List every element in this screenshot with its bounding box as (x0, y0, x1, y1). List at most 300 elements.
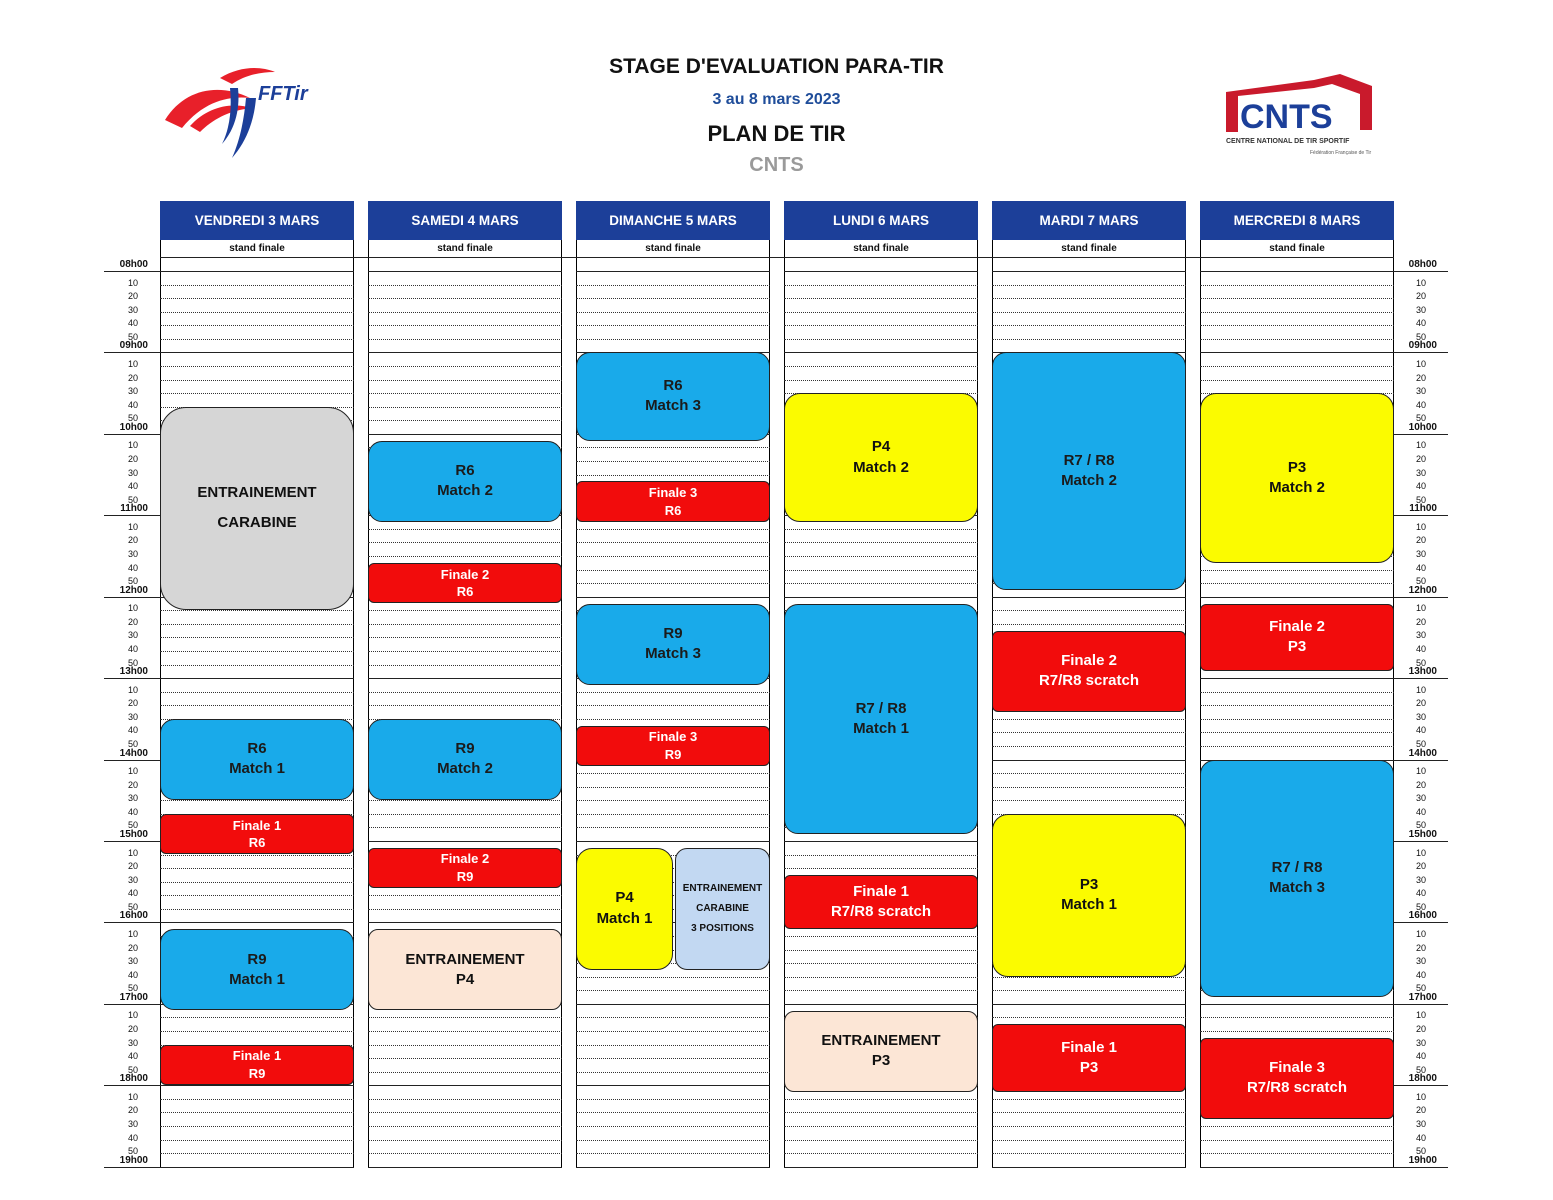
minute-label: 30 (127, 711, 138, 722)
event-label: ENTRAINEMENT (405, 950, 525, 968)
axis-tick-hour (1394, 1004, 1448, 1005)
grid-line-minute (784, 529, 978, 530)
schedule-event[interactable] (368, 441, 562, 522)
grid-line-minute (368, 339, 562, 340)
axis-tick-hour (104, 352, 160, 353)
minute-label: 20 (1415, 942, 1426, 953)
schedule-event[interactable] (992, 1024, 1186, 1092)
grid-line-hour (368, 352, 562, 353)
grid-line-minute (992, 1017, 1186, 1018)
schedule-event[interactable] (368, 848, 562, 889)
event-label: 3 POSITIONS (691, 922, 754, 934)
hour-label: 18h00 (1408, 1073, 1437, 1085)
schedule-event[interactable] (784, 604, 978, 835)
minute-label: 40 (1415, 969, 1426, 980)
minute-label: 20 (127, 291, 138, 302)
axis-tick-hour (104, 434, 160, 435)
event-label: R7/R8 scratch (1038, 672, 1140, 690)
grid-line-minute (784, 868, 978, 869)
grid-line-minute (784, 556, 978, 557)
grid-line-minute (576, 1153, 770, 1154)
grid-line-hour (992, 760, 1186, 761)
grid-line-minute (160, 637, 354, 638)
minute-label: 40 (127, 562, 138, 573)
minute-label: 40 (127, 725, 138, 736)
axis-tick-hour (1394, 352, 1448, 353)
minute-label: 40 (127, 969, 138, 980)
schedule-event[interactable] (576, 352, 770, 440)
grid-line-minute (992, 339, 1186, 340)
axis-tick-hour (1394, 271, 1448, 272)
schedule-event[interactable] (160, 814, 354, 855)
hour-label: 15h00 (1408, 828, 1437, 840)
hour-label: 13h00 (1408, 666, 1437, 678)
grid-line-hour (784, 1167, 978, 1168)
minute-label: 50 (127, 331, 138, 342)
grid-line-minute (368, 665, 562, 666)
schedule-event[interactable] (1200, 393, 1394, 563)
grid-line-minute (784, 325, 978, 326)
grid-line-minute (368, 1112, 562, 1113)
minute-label: 20 (1415, 779, 1426, 790)
grid-line-minute (1200, 583, 1394, 584)
minute-label: 10 (127, 603, 138, 614)
grid-line-minute (576, 800, 770, 801)
grid-line-minute (368, 651, 562, 652)
minute-label: 50 (127, 983, 138, 994)
minute-label: 40 (1415, 318, 1426, 329)
event-label: R6 (456, 584, 474, 600)
grid-line-minute (784, 963, 978, 964)
schedule-event[interactable] (992, 352, 1186, 590)
hour-label: 17h00 (1408, 991, 1437, 1003)
event-label: CARABINE (217, 514, 297, 532)
minute-label: 10 (1415, 684, 1426, 695)
schedule-event[interactable] (1200, 760, 1394, 998)
schedule-event[interactable] (160, 929, 354, 1010)
axis-tick-hour (104, 760, 160, 761)
grid-line-hour (1200, 352, 1394, 353)
grid-line-minute (368, 909, 562, 910)
grid-line-minute (160, 1112, 354, 1113)
schedule-event[interactable] (576, 604, 770, 685)
event-label: P3 (1287, 638, 1307, 656)
event-label: Finale 1 (1061, 1038, 1117, 1056)
stand-label: stand finale (853, 243, 909, 254)
day-header: VENDREDI 3 MARS (160, 201, 354, 240)
minute-label: 50 (1415, 983, 1426, 994)
minute-label: 40 (1415, 806, 1426, 817)
grid-line-hour (784, 1004, 978, 1005)
minute-label: 50 (127, 1146, 138, 1156)
axis-tick-hour (1394, 1167, 1448, 1168)
grid-line-minute (160, 1017, 354, 1018)
schedule-event[interactable] (576, 481, 770, 522)
grid-line-minute (160, 882, 354, 883)
minute-label: 30 (127, 1118, 138, 1129)
grid-line-minute (1200, 570, 1394, 571)
grid-line-minute (160, 312, 354, 313)
minute-label: 20 (127, 698, 138, 709)
grid-line-minute (368, 529, 562, 530)
event-label: Finale 3 (648, 729, 698, 745)
grid-line-minute (576, 461, 770, 462)
grid-line-hour (368, 271, 562, 272)
grid-line-minute (160, 705, 354, 706)
grid-line-hour (992, 1167, 1186, 1168)
grid-line-minute (160, 855, 354, 856)
event-label: Finale 3 (1269, 1059, 1325, 1077)
hour-label: 16h00 (1408, 910, 1437, 922)
axis-tick-hour (104, 1004, 160, 1005)
grid-line-minute (368, 800, 562, 801)
axis-tick-hour (1394, 678, 1448, 679)
grid-line-minute (368, 325, 562, 326)
axis-tick-hour (104, 515, 160, 516)
minute-label: 10 (1415, 1091, 1426, 1102)
event-label: Finale 2 (1061, 652, 1117, 670)
hour-label: 14h00 (1408, 747, 1437, 759)
axis-tick-hour (104, 271, 160, 272)
minute-label: 10 (1415, 928, 1426, 939)
grid-line-hour (784, 271, 978, 272)
grid-line-minute (576, 787, 770, 788)
grid-line-minute (160, 1031, 354, 1032)
grid-line-minute (992, 787, 1186, 788)
minute-label: 20 (127, 454, 138, 464)
grid-line-hour (368, 1167, 562, 1168)
grid-line-minute (784, 1126, 978, 1127)
stand-label: stand finale (1269, 243, 1325, 254)
grid-line-minute (1200, 719, 1394, 720)
hour-label: 17h00 (119, 991, 148, 1003)
minute-label: 40 (1415, 888, 1426, 899)
hour-label: 13h00 (119, 666, 148, 678)
grid-line-minute (1200, 1031, 1394, 1032)
schedule-event[interactable] (576, 726, 770, 767)
grid-line-minute (1200, 1017, 1394, 1018)
event-label: R6 (455, 462, 475, 480)
grid-line-minute (576, 705, 770, 706)
event-label: R9 (248, 1065, 266, 1081)
grid-line-minute (368, 393, 562, 394)
event-label: P3 (1287, 458, 1307, 476)
grid-line-minute (1200, 692, 1394, 693)
grid-line-minute (784, 1112, 978, 1113)
date-range: 3 au 8 mars 2023 (712, 91, 841, 108)
minute-label: 50 (1415, 901, 1426, 912)
minute-label: 40 (127, 399, 138, 410)
hour-label: 08h00 (119, 259, 148, 270)
grid-line-minute (576, 1072, 770, 1073)
grid-line-minute (992, 285, 1186, 286)
minute-label: 20 (1415, 372, 1426, 383)
grid-line-hour (160, 352, 354, 353)
grid-line-minute (576, 1031, 770, 1032)
grid-line-minute (784, 1099, 978, 1100)
minute-label: 20 (127, 1023, 138, 1034)
minute-label: 40 (1415, 1051, 1426, 1062)
schedule-event[interactable] (784, 875, 978, 929)
schedule-event[interactable] (992, 814, 1186, 977)
event-label: CARABINE (696, 902, 749, 914)
grid-line-minute (1200, 1153, 1394, 1154)
event-label: ENTRAINEMENT (821, 1032, 941, 1050)
axis-tick-hour (104, 841, 160, 842)
minute-label: 10 (1415, 440, 1426, 451)
grid-line-minute (784, 366, 978, 367)
minute-label: 20 (127, 779, 138, 790)
grid-line-minute (784, 1140, 978, 1141)
axis-tick-hour (1394, 515, 1448, 516)
minute-label: 40 (1415, 562, 1426, 573)
venue-name: CNTS (749, 154, 804, 176)
grid-line-minute (368, 298, 562, 299)
grid-line-minute (160, 1126, 354, 1127)
grid-line-hour (576, 1085, 770, 1086)
hour-label: 16h00 (119, 910, 148, 922)
grid-line-minute (1200, 380, 1394, 381)
grid-line-hour (160, 922, 354, 923)
schedule-event[interactable] (784, 1011, 978, 1092)
minute-label: 30 (1415, 304, 1426, 315)
day-header: LUNDI 6 MARS (784, 201, 978, 240)
grid-line-minute (1200, 1140, 1394, 1141)
grid-line-hour (576, 1167, 770, 1168)
grid-line-minute (368, 1045, 562, 1046)
minute-label: 40 (1415, 644, 1426, 654)
minute-label: 50 (1415, 494, 1426, 505)
event-label: Match 2 (437, 482, 493, 500)
day-header: MERCREDI 8 MARS (1200, 201, 1394, 240)
grid-line-minute (368, 1058, 562, 1059)
grid-line-hour (160, 271, 354, 272)
schedule-event[interactable] (160, 1045, 354, 1086)
minute-label: 30 (127, 1037, 138, 1048)
axis-tick-hour (1394, 434, 1448, 435)
cnts-logo-subtitle: CENTRE NATIONAL DE TIR SPORTIF (1226, 138, 1350, 145)
minute-label: 50 (127, 576, 138, 587)
minute-label: 40 (127, 888, 138, 899)
minute-label: 10 (127, 684, 138, 695)
grid-line-minute (992, 325, 1186, 326)
minute-label: 50 (127, 657, 138, 668)
minute-label: 20 (1415, 616, 1426, 627)
event-label: Match 2 (1269, 478, 1325, 496)
event-label: Match 3 (1269, 879, 1325, 897)
grid-line-minute (368, 380, 562, 381)
day-header: DIMANCHE 5 MARS (576, 201, 770, 240)
event-label: P3 (1079, 875, 1099, 893)
schedule-event[interactable] (992, 631, 1186, 712)
grid-line-hour (576, 597, 770, 598)
minute-label: 50 (1415, 657, 1426, 668)
grid-line-minute (784, 339, 978, 340)
grid-line-minute (160, 339, 354, 340)
minute-label: 20 (127, 616, 138, 627)
hour-label: 19h00 (1408, 1154, 1437, 1166)
grid-line-minute (368, 1031, 562, 1032)
hour-label: 09h00 (1408, 340, 1437, 352)
minute-label: 30 (127, 467, 138, 478)
event-label: R9 (664, 746, 682, 762)
event-label: R7 / R8 (1063, 451, 1115, 469)
event-label: Match 3 (645, 397, 701, 415)
minute-label: 30 (1415, 467, 1426, 478)
minute-label: 30 (127, 304, 138, 315)
hour-label: 11h00 (120, 503, 148, 515)
schedule-event[interactable] (160, 719, 354, 800)
grid-line-minute (576, 312, 770, 313)
minute-label: 20 (1415, 454, 1426, 464)
event-label: Match 1 (853, 719, 909, 737)
grid-line-hour (784, 352, 978, 353)
hour-label: 18h00 (119, 1073, 148, 1085)
schedule-event[interactable] (368, 719, 562, 800)
schedule-event[interactable] (1200, 604, 1394, 672)
grid-line-hour (1200, 271, 1394, 272)
grid-line-hour (368, 678, 562, 679)
minute-label: 50 (127, 739, 138, 749)
event-label: R7/R8 scratch (1246, 1079, 1348, 1097)
grid-line-minute (576, 542, 770, 543)
schedule-event[interactable] (1200, 1038, 1394, 1119)
grid-line-hour (784, 597, 978, 598)
event-label: R6 (248, 835, 266, 851)
minute-label: 10 (127, 928, 138, 939)
event-label: ENTRAINEMENT (682, 882, 763, 894)
grid-line-minute (368, 1126, 562, 1127)
grid-line-minute (160, 868, 354, 869)
grid-line-minute (368, 692, 562, 693)
minute-label: 20 (1415, 1105, 1426, 1116)
grid-line-minute (784, 950, 978, 951)
schedule-event[interactable] (784, 393, 978, 522)
event-label: R9 (455, 740, 475, 758)
grid-line-minute (784, 285, 978, 286)
minute-label: 10 (1415, 847, 1426, 858)
schedule-event[interactable] (675, 848, 770, 970)
grid-line-minute (160, 651, 354, 652)
event-label: Match 3 (645, 645, 701, 663)
grid-line-minute (160, 325, 354, 326)
grid-line-hour (576, 271, 770, 272)
minute-label: 10 (127, 1091, 138, 1102)
grid-line-minute (992, 800, 1186, 801)
grid-line-minute (576, 556, 770, 557)
event-label: P4 (455, 970, 475, 988)
minute-label: 10 (1415, 521, 1426, 532)
grid-line-hour (1200, 597, 1394, 598)
day-header: SAMEDI 4 MARS (368, 201, 562, 240)
grid-line-minute (368, 705, 562, 706)
event-label: R7 / R8 (1271, 859, 1323, 876)
grid-line-hour (368, 922, 562, 923)
grid-line-minute (368, 610, 562, 611)
minute-label: 10 (127, 277, 138, 288)
grid-line-hour (784, 841, 978, 842)
hour-label: 15h00 (119, 828, 148, 840)
grid-line-minute (576, 1017, 770, 1018)
schedule-event[interactable] (576, 848, 673, 970)
event-label: P4 (871, 438, 891, 456)
event-label: Finale 3 (648, 485, 698, 501)
minute-label: 50 (127, 901, 138, 912)
schedule-event[interactable] (368, 929, 562, 1010)
grid-line-hour (576, 1004, 770, 1005)
minute-label: 10 (127, 521, 138, 532)
grid-line-hour (160, 1085, 354, 1086)
minute-label: 50 (1415, 576, 1426, 587)
minute-label: 10 (127, 359, 138, 369)
grid-line-hour (368, 1085, 562, 1086)
hour-label: 10h00 (119, 421, 148, 433)
minute-label: 10 (1415, 1010, 1426, 1021)
grid-line-minute (576, 990, 770, 991)
minute-label: 30 (1415, 793, 1426, 804)
grid-line-minute (784, 312, 978, 313)
grid-line-minute (992, 312, 1186, 313)
minute-label: 40 (127, 1132, 138, 1143)
grid-line-minute (784, 977, 978, 978)
grid-line-minute (160, 909, 354, 910)
grid-line-minute (368, 1017, 562, 1018)
minute-label: 50 (127, 820, 138, 831)
minute-label: 10 (127, 440, 138, 451)
grid-line-minute (1200, 298, 1394, 299)
hour-label: 19h00 (119, 1154, 148, 1166)
minute-label: 50 (1415, 1064, 1426, 1075)
grid-line-minute (160, 665, 354, 666)
grid-line-minute (160, 624, 354, 625)
event-label: R9 (456, 869, 474, 885)
grid-line-minute (576, 773, 770, 774)
grid-line-minute (368, 1099, 562, 1100)
grid-line-hour (992, 271, 1186, 272)
hour-label: 09h00 (119, 340, 148, 352)
grid-line-minute (1200, 1126, 1394, 1127)
minute-label: 30 (127, 793, 138, 804)
event-label: Match 1 (596, 909, 653, 927)
hour-label: 14h00 (119, 747, 148, 759)
minute-label: 40 (127, 806, 138, 817)
grid-line-minute (160, 285, 354, 286)
event-label: R9 (663, 624, 683, 642)
grid-line-minute (576, 814, 770, 815)
grid-line-minute (784, 542, 978, 543)
event-label: Finale 2 (440, 566, 490, 582)
minute-label: 50 (1415, 413, 1426, 424)
minute-label: 30 (1415, 1037, 1426, 1048)
grid-line-minute (368, 1072, 562, 1073)
event-label: Finale 1 (232, 817, 282, 833)
schedule-event[interactable] (160, 407, 354, 611)
event-label: R9 (247, 950, 267, 968)
axis-tick-hour (1394, 597, 1448, 598)
cnts-logo-federation: Fédération Française de Tir (1310, 150, 1372, 156)
grid-line-minute (1200, 285, 1394, 286)
minute-label: 40 (1415, 399, 1426, 410)
grid-line-minute (576, 1112, 770, 1113)
minute-label: 30 (1415, 956, 1426, 967)
grid-line-hour (1200, 1167, 1394, 1168)
schedule-event[interactable] (368, 563, 562, 604)
minute-label: 50 (127, 413, 138, 424)
grid-line-minute (368, 366, 562, 367)
axis-tick-hour (1394, 760, 1448, 761)
grid-line-minute (992, 624, 1186, 625)
grid-line-minute (992, 1126, 1186, 1127)
